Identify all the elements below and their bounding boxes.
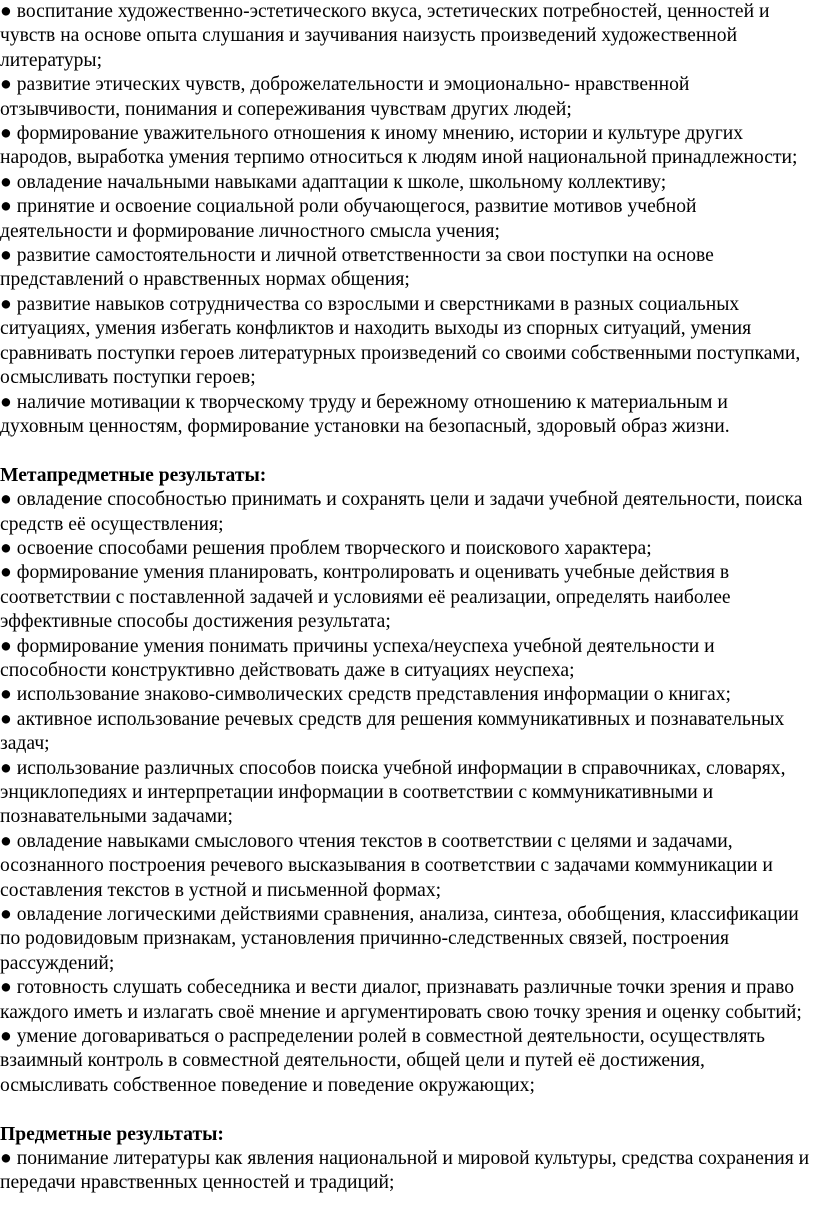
- bullet-icon: ●: [0, 245, 12, 267]
- list-item-text: овладение начальными навыками адаптации к школе, школьному коллективу;: [16, 171, 667, 193]
- bullet-icon: ●: [0, 635, 12, 657]
- section-heading-meta: Метапредметные результаты:: [0, 464, 267, 486]
- list-item-text: развитие навыков сотрудничества со взрослыми и сверстниками в разных социальных ситуациях, умения избегать конфликтов и находить выходы из спорных ситуаций, умения сравнивать поступки героев литературных произведений со своими собственными поступками, осмысливать поступки героев;: [0, 293, 801, 389]
- meta-results-list: [0, 488, 810, 1098]
- subject-results-list: [0, 1147, 810, 1196]
- list-item-text: формирование уважительного отношения к иному мнению, истории и культуре других народов, выработка умения терпимо относиться к людям иной национальной принадлежности;: [0, 123, 798, 169]
- list-item: [0, 0, 810, 73]
- list-item: [0, 757, 810, 830]
- bullet-icon: ●: [0, 684, 12, 706]
- list-item: [0, 561, 810, 634]
- list-item-text: активное использование речевых средств для решения коммуникативных и познавательных задач;: [0, 708, 785, 755]
- list-item: [0, 708, 810, 757]
- list-item: [0, 244, 810, 293]
- bullet-icon: ●: [0, 977, 12, 999]
- list-item: [0, 683, 810, 707]
- list-item: [0, 903, 810, 976]
- list-item: [0, 391, 810, 440]
- bullet-icon: ●: [0, 391, 12, 413]
- list-item: [0, 195, 810, 244]
- list-item-text: умение договариваться о распределении ролей в совместной деятельности, осуществлять взаимный контроль в совместной деятельности, общей цели и путей её достижения, осмысливать собственное поведение и поведение окружающих;: [0, 1026, 765, 1096]
- list-item: [0, 171, 810, 195]
- list-item-text: готовность слушать собеседника и вести диалог, признавать различные точки зрения и право каждого иметь и излагать своё мнение и аргументировать свою точку зрения и оценку событий;: [0, 977, 802, 1023]
- list-item-text: овладение навыками смыслового чтения текстов в соответствии с целями и задачами, осознанного построения речевого высказывания в соответствии с задачами коммуникации и составления текстов в устной и письменной формах;: [0, 830, 773, 901]
- list-item: [0, 73, 810, 122]
- bullet-icon: ●: [0, 74, 12, 96]
- list-item-text: понимание литературы как явления национальной и мировой культуры, средства сохранения и передачи нравственных ценностей и традиций;: [0, 1148, 810, 1194]
- list-item: [0, 635, 810, 684]
- list-item: [0, 976, 810, 1025]
- list-item-text: овладение логическими действиями сравнения, анализа, синтеза, обобщения, классификации по родовидовым признакам, установления причинно-следственных связей, построения рассуждений;: [0, 904, 799, 974]
- bullet-icon: ●: [0, 196, 12, 218]
- bullet-icon: ●: [0, 489, 12, 511]
- bullet-icon: ●: [0, 293, 12, 315]
- list-item-text: формирование умения понимать причины успеха/неуспеха учебной деятельности и способности конструктивно действовать даже в ситуациях неуспеха;: [0, 635, 715, 681]
- list-item-text: развитие самостоятельности и личной ответственности за свои поступки на основе представлений о нравственных нормах общения;: [0, 245, 714, 291]
- list-item-text: формирование умения планировать, контролировать и оценивать учебные действия в соответствии с поставленной задачей и условиями её реализации, определять наиболее эффективные способы достижения результата;: [0, 562, 731, 633]
- list-item: [0, 830, 810, 903]
- list-item-text: освоение способами решения проблем творческого и поискового характера;: [16, 537, 652, 559]
- bullet-icon: ●: [0, 1, 12, 22]
- bullet-icon: ●: [0, 904, 12, 926]
- list-item-text: воспитание художественно-эстетического вкуса, эстетических потребностей, ценностей и чувств на основе опыта слушания и заучивания наизусть произведений художественной литературы;: [0, 1, 770, 71]
- list-item: [0, 537, 810, 561]
- bullet-icon: ●: [0, 562, 12, 584]
- list-item: [0, 488, 810, 537]
- bullet-icon: ●: [0, 757, 12, 779]
- list-item-text: овладение способностью принимать и сохранять цели и задачи учебной деятельности, поиска средств её осуществления;: [0, 489, 803, 535]
- personal-results-list: [0, 0, 810, 439]
- section-heading-subject: Предметные результаты:: [0, 1123, 224, 1145]
- list-item-text: развитие этических чувств, доброжелательности и эмоционально- нравственной отзывчивости, понимания и сопереживания чувствам других людей;: [0, 74, 690, 120]
- bullet-icon: ●: [0, 171, 12, 193]
- list-item: [0, 1147, 810, 1196]
- bullet-icon: ●: [0, 537, 12, 559]
- list-item: [0, 293, 810, 391]
- list-item-text: принятие и освоение социальной роли обучающегося, развитие мотивов учебной деятельности и формирование личностного смысла учения;: [0, 196, 697, 242]
- list-item-text: использование знаково-символических средств представления информации о книгах;: [16, 684, 731, 706]
- list-item: [0, 122, 810, 171]
- list-item-text: использование различных способов поиска учебной информации в справочниках, словарях, энциклопедиях и интерпретации информации в соответствии с коммуникативными и познавательными задачами;: [0, 757, 786, 828]
- bullet-icon: ●: [0, 1026, 12, 1048]
- bullet-icon: ●: [0, 830, 12, 852]
- bullet-icon: ●: [0, 708, 12, 730]
- list-item: [0, 1025, 810, 1098]
- bullet-icon: ●: [0, 123, 12, 145]
- list-item-text: наличие мотивации к творческому труду и бережному отношению к материальным и духовным ценностям, формирование установки на безопасный, здоровый образ жизни.: [0, 391, 730, 437]
- bullet-icon: ●: [0, 1148, 12, 1170]
